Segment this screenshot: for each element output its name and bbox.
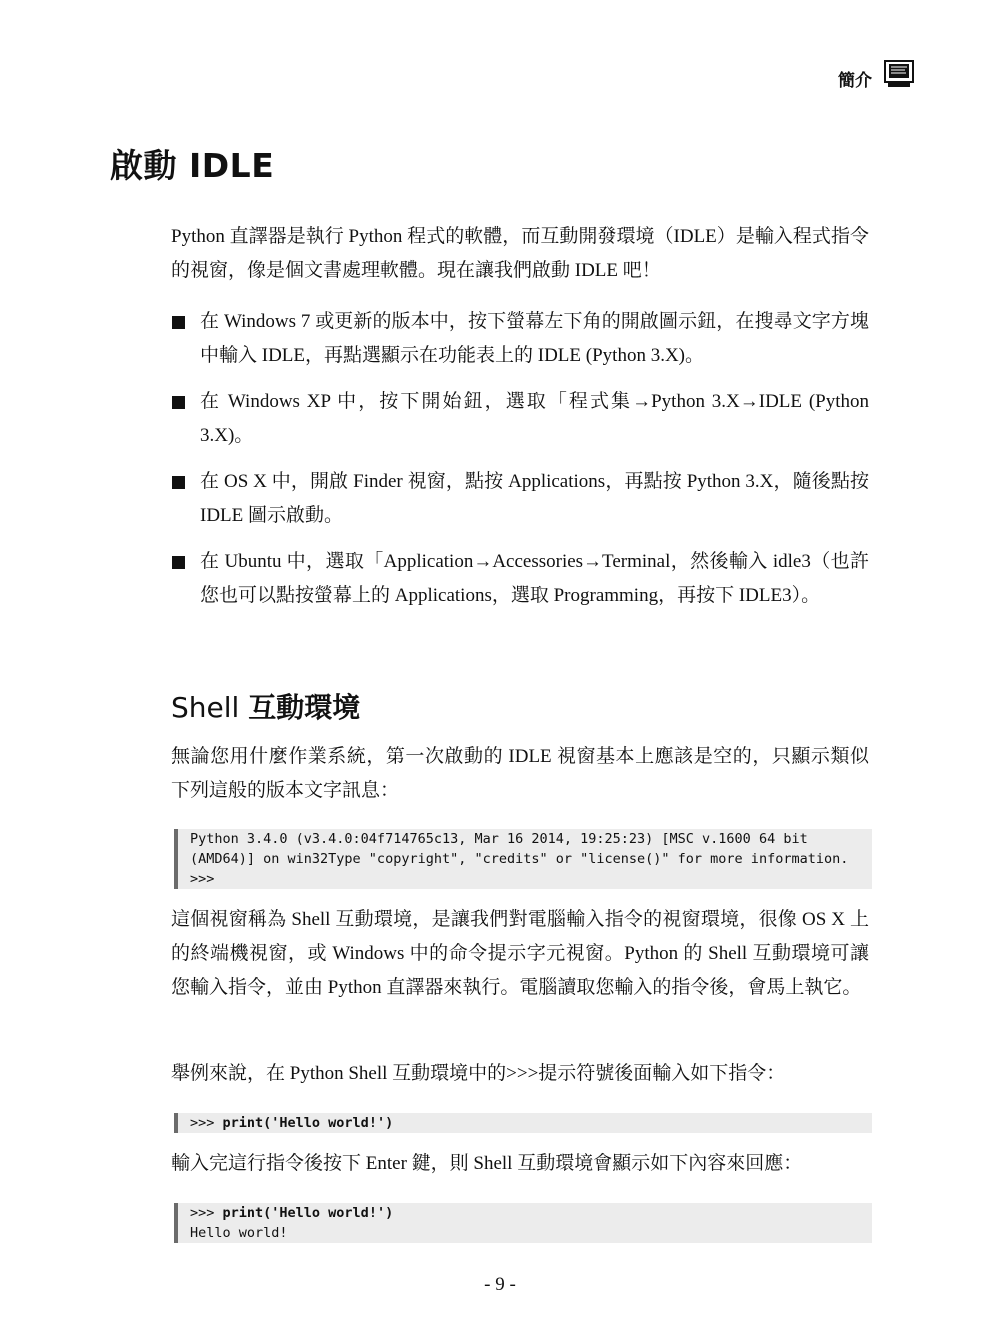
intro-paragraph: Python 直譯器是執行 Python 程式的軟體，而互動開發環境（IDLE）是輸入程式指令的視窗，像是個文書處理軟體。現在讓我們啟動 IDLE 吧！ xyxy=(171,226,869,281)
computer-monitor-icon xyxy=(884,60,914,88)
code-line: (AMD64)] on win32Type "copyright", "credits" or "license()" for more information. xyxy=(190,851,849,867)
section-title-start-idle: 啟動 IDLE xyxy=(110,146,275,185)
code-line: >>> xyxy=(190,871,215,887)
code-output: Hello world! xyxy=(190,1225,288,1241)
code-block-print-output xyxy=(174,1203,872,1243)
code-block-print-command xyxy=(174,1113,872,1133)
list-item-text: 在 OS X 中，開啟 Finder 視窗，點按 Applications，再點按 Python 3.X，隨後點按 IDLE 圖示啟動。 xyxy=(200,471,869,526)
square-bullet-icon xyxy=(172,316,185,329)
enter-key-paragraph: 輸入完這行指令後按下 Enter 鍵，則 Shell 互動環境會顯示如下內容來回應： xyxy=(171,1153,803,1174)
code-block-version-banner xyxy=(174,829,872,889)
shell-description-paragraph: 這個視窗稱為 Shell 互動環境，是讓我們對電腦輸入指令的視窗環境，很像 OS X 上的終端機視窗，或 Windows 中的命令提示字元視窗。Python 的 Shell 互動環境可讓您輸入指令，並由 Python 直譯器來執行。電腦讀取您輸入的指令後，會馬上執它。 xyxy=(171,909,869,998)
list-item-text: 在 Windows XP 中，按下開始鈕，選取「程式集→Python 3.X→IDLE (Python 3.X)。 xyxy=(200,391,869,446)
list-item xyxy=(171,305,869,373)
square-bullet-icon xyxy=(172,556,185,569)
section-title-cjk: 互動環境 xyxy=(248,691,361,724)
list-item xyxy=(171,465,869,533)
code-command: print('Hello world!') xyxy=(222,1115,394,1131)
running-header-section-label: 簡介 xyxy=(838,71,872,91)
square-bullet-icon xyxy=(172,476,185,489)
code-line: Python 3.4.0 (v3.4.0:04f714765c13, Mar 16 2014, 19:25:23) [MSC v.1600 64 bit xyxy=(190,831,808,847)
section-title-shell xyxy=(171,686,360,726)
code-prompt: >>> xyxy=(190,1115,223,1131)
section-title-latin: Shell xyxy=(171,691,240,724)
code-prompt: >>> xyxy=(190,1205,223,1221)
page-number: - 9 - xyxy=(484,1274,516,1295)
shell-intro-paragraph: 無論您用什麼作業系統，第一次啟動的 IDLE 視窗基本上應該是空的，只顯示類似下列這般的版本文字訊息： xyxy=(171,746,869,801)
code-command: print('Hello world!') xyxy=(222,1205,394,1221)
list-item xyxy=(171,545,869,613)
code-line xyxy=(190,1203,872,1223)
list-item-text: 在 Ubuntu 中，選取「Application→Accessories→Terminal，然後輸入 idle3（也許您也可以點按螢幕上的 Applications，選取 Programming，再按下 IDLE3）。 xyxy=(200,551,869,606)
example-intro-paragraph: 舉例來說，在 Python Shell 互動環境中的>>>提示符號後面輸入如下指令： xyxy=(171,1063,786,1084)
launch-instructions-list xyxy=(171,305,869,625)
list-item xyxy=(171,385,869,453)
square-bullet-icon xyxy=(172,396,185,409)
list-item-text: 在 Windows 7 或更新的版本中，按下螢幕左下角的開啟圖示鈕，在搜尋文字方塊中輸入 IDLE，再點選顯示在功能表上的 IDLE (Python 3.X)。 xyxy=(200,311,869,366)
